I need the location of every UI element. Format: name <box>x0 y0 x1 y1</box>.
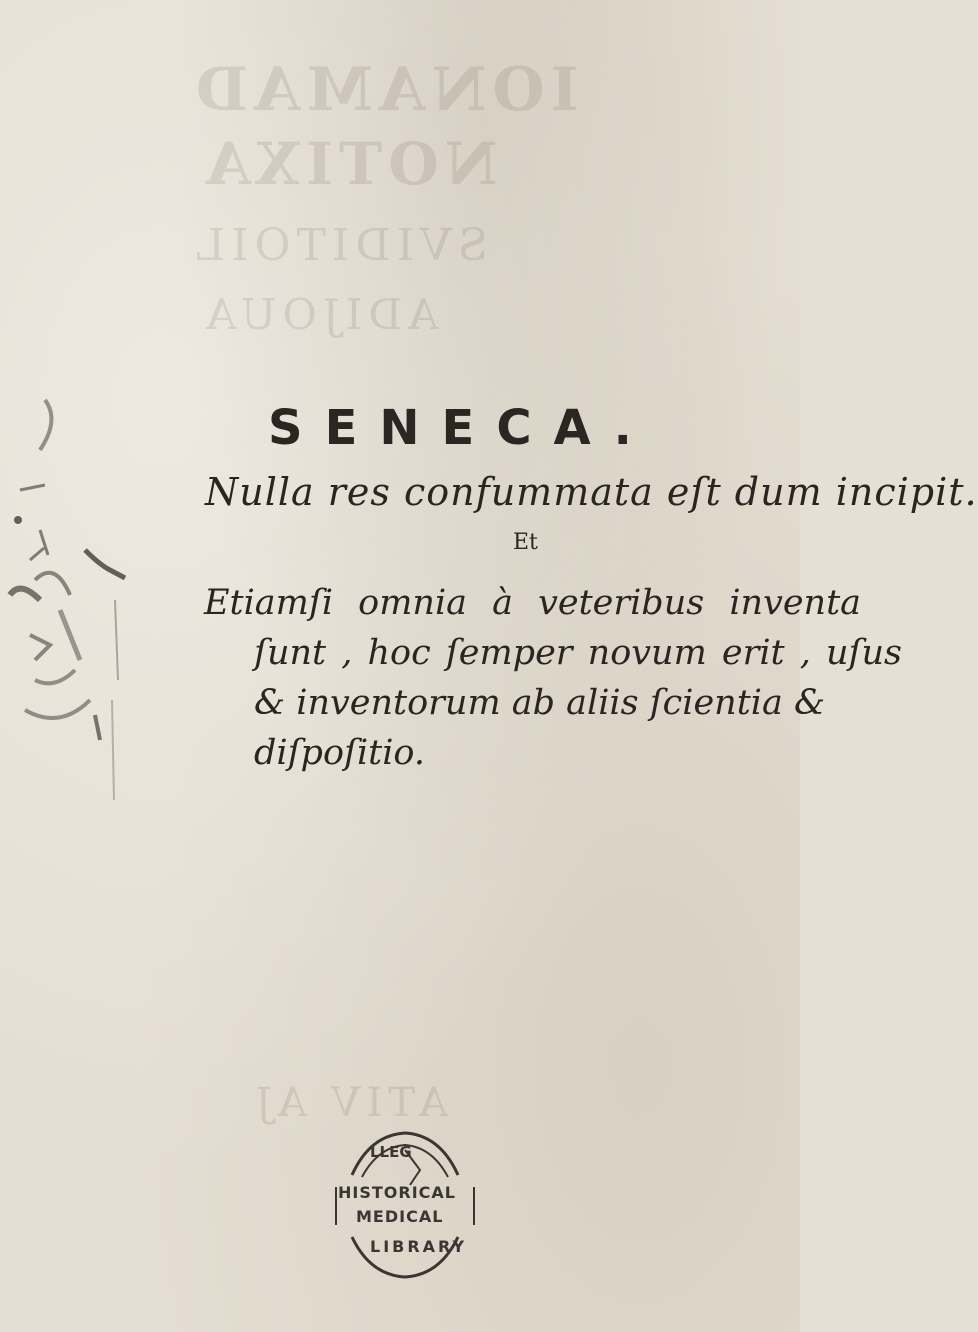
quote-line: diſpoſitio. <box>254 733 426 773</box>
page-title: SENECA. <box>268 400 654 456</box>
quote-line: ſunt , hoc ſemper novum erit , uſus <box>254 633 902 673</box>
show-through-text: IONAMAD <box>190 55 579 125</box>
quote-paragraph <box>204 578 902 778</box>
show-through-text: SVIDITOIL <box>190 220 488 271</box>
stamp-text-historical: HISTORICAL <box>338 1183 456 1202</box>
library-stamp <box>330 1125 480 1285</box>
quote-line: Etiamſi omnia à veteribus inventa <box>204 583 862 623</box>
margin-marks <box>0 380 150 820</box>
stamp-frame-icon <box>330 1125 480 1285</box>
svg-text:LLEG: LLEG <box>370 1143 412 1161</box>
stamp-text-medical: MEDICAL <box>356 1207 444 1226</box>
motto-line: Nulla res confummata eſt dum incipit. <box>205 470 978 514</box>
quote-line: & inventorum ab aliis ſcientia & <box>254 683 826 723</box>
stamp-text-library: LIBRARY <box>370 1237 468 1256</box>
show-through-text: ADIJOUA <box>200 290 439 339</box>
show-through-text: NOTIXA <box>200 130 498 198</box>
catchword: Et <box>513 530 538 555</box>
show-through-text: ATIV AJ <box>250 1080 448 1126</box>
